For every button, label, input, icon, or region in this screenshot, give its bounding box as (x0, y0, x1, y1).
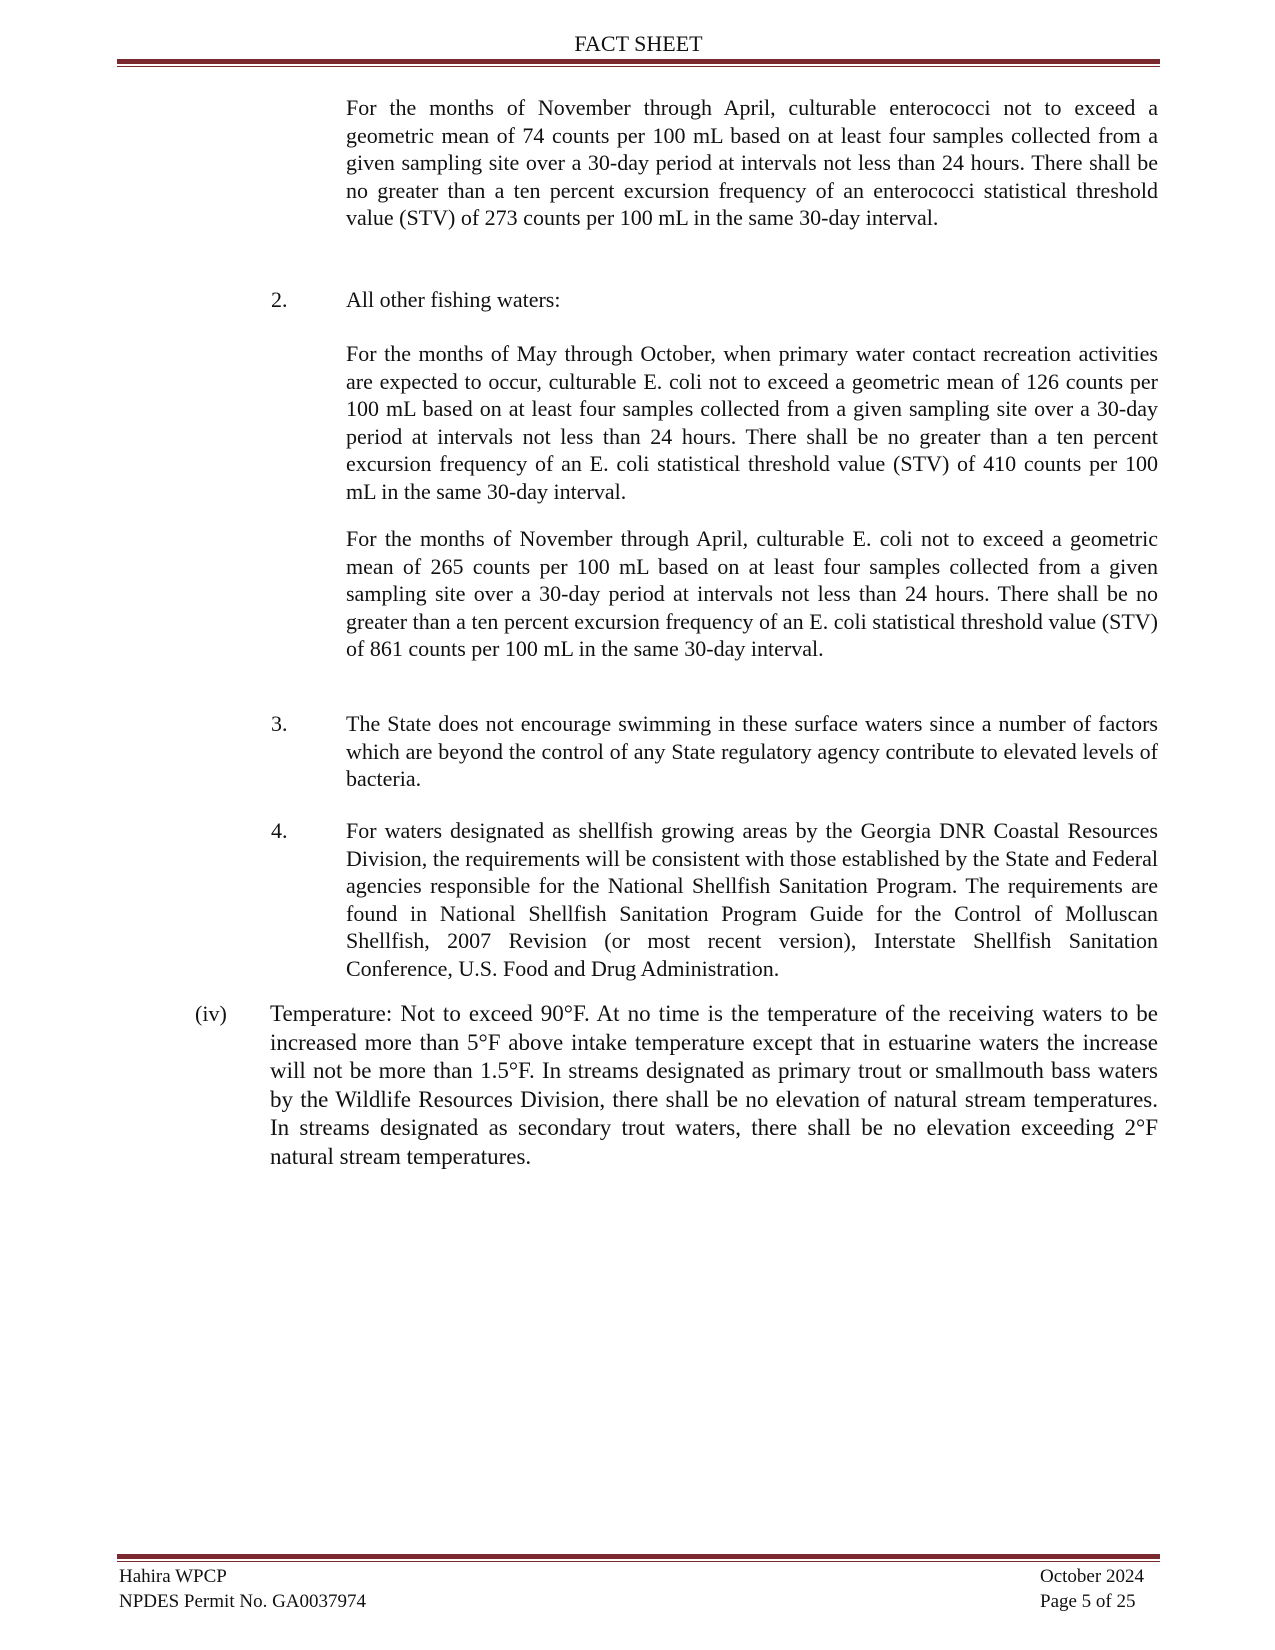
header-rule-thick (117, 59, 1160, 64)
page-footer (117, 1554, 1160, 1614)
footer-page-number: Page 5 of 25 (1040, 1591, 1136, 1612)
header-rule (117, 59, 1160, 67)
footer-date: October 2024 (1040, 1566, 1144, 1587)
footer-row-1 (117, 1564, 1160, 1589)
header-title: FACT SHEET (574, 31, 703, 56)
list-item-number-3: 3. (271, 711, 288, 736)
list-item-text-3: The State does not encourage swimming in these surface waters since a number of factors which are beyond the control of any State regulatory agency contribute to elevated levels of bacteria. (346, 711, 1158, 791)
list-item-number-4: 4. (271, 818, 288, 843)
footer-row-2 (117, 1589, 1160, 1614)
list-item-number-2: 2. (271, 287, 288, 312)
footer-facility: Hahira WPCP (119, 1566, 227, 1587)
list-item-heading-2: All other fishing waters: (346, 287, 561, 312)
page-header (117, 30, 1160, 67)
paragraph-ecoli-winter: For the months of November through April, culturable E. coli not to exceed a geometric mean of 265 counts per 100 mL based on at least four samples collected from a given sampling site over a 30-day period at intervals not less than 24 hours. There shall be no greater than a ten percent excursion frequency of an E. coli statistical threshold value (STV) of 861 counts per 100 mL in the same 30-day interval. (346, 526, 1158, 661)
paragraph-enterococci-winter: For the months of November through April, culturable enterococci not to exceed a geometric mean of 74 counts per 100 mL based on at least four samples collected from a given sampling site over a 30-day period at intervals not less than 24 hours. There shall be no greater than a ten percent excursion frequency of an enterococci statistical threshold value (STV) of 273 counts per 100 mL in the same 30-day interval. (346, 95, 1158, 230)
list-item-text-iv: Temperature: Not to exceed 90°F. At no time is the temperature of the receiving waters to be increased more than 5°F above intake temperature except that in estuarine waters the increase will not be more than 1.5°F. In streams designated as primary trout or smallmouth bass waters by the Wildlife Resources Division, there shall be no elevation of natural stream temperatures. In streams designated as secondary trout waters, there shall be no elevation exceeding 2°F natural stream temperatures. (270, 1001, 1158, 1169)
footer-rule (117, 1554, 1160, 1562)
footer-permit: NPDES Permit No. GA0037974 (119, 1591, 367, 1612)
footer-rule-thick (117, 1554, 1160, 1559)
header-rule-thin (117, 66, 1160, 67)
list-item-text-4: For waters designated as shellfish growing areas by the Georgia DNR Coastal Resources Division, the requirements will be consistent with those established by the State and Federal agencies responsible for the National Shellfish Sanitation Program. The requirements are found in National Shellfish Sanitation Program Guide for the Control of Molluscan Shellfish, 2007 Revision (or most recent version), Interstate Shellfish Sanitation Conference, U.S. Food and Drug Administration. (346, 818, 1158, 981)
list-item-number-iv: (iv) (195, 1001, 227, 1026)
paragraph-ecoli-summer: For the months of May through October, when primary water contact recreation activities are expected to occur, culturable E. coli not to exceed a geometric mean of 126 counts per 100 mL based on at least four samples collected from a given sampling site over a 30-day period at intervals not less than 24 hours. There shall be no greater than a ten percent excursion frequency of an E. coli statistical threshold value (STV) of 410 counts per 100 mL in the same 30-day interval. (346, 341, 1158, 504)
footer-rule-thin (117, 1561, 1160, 1562)
